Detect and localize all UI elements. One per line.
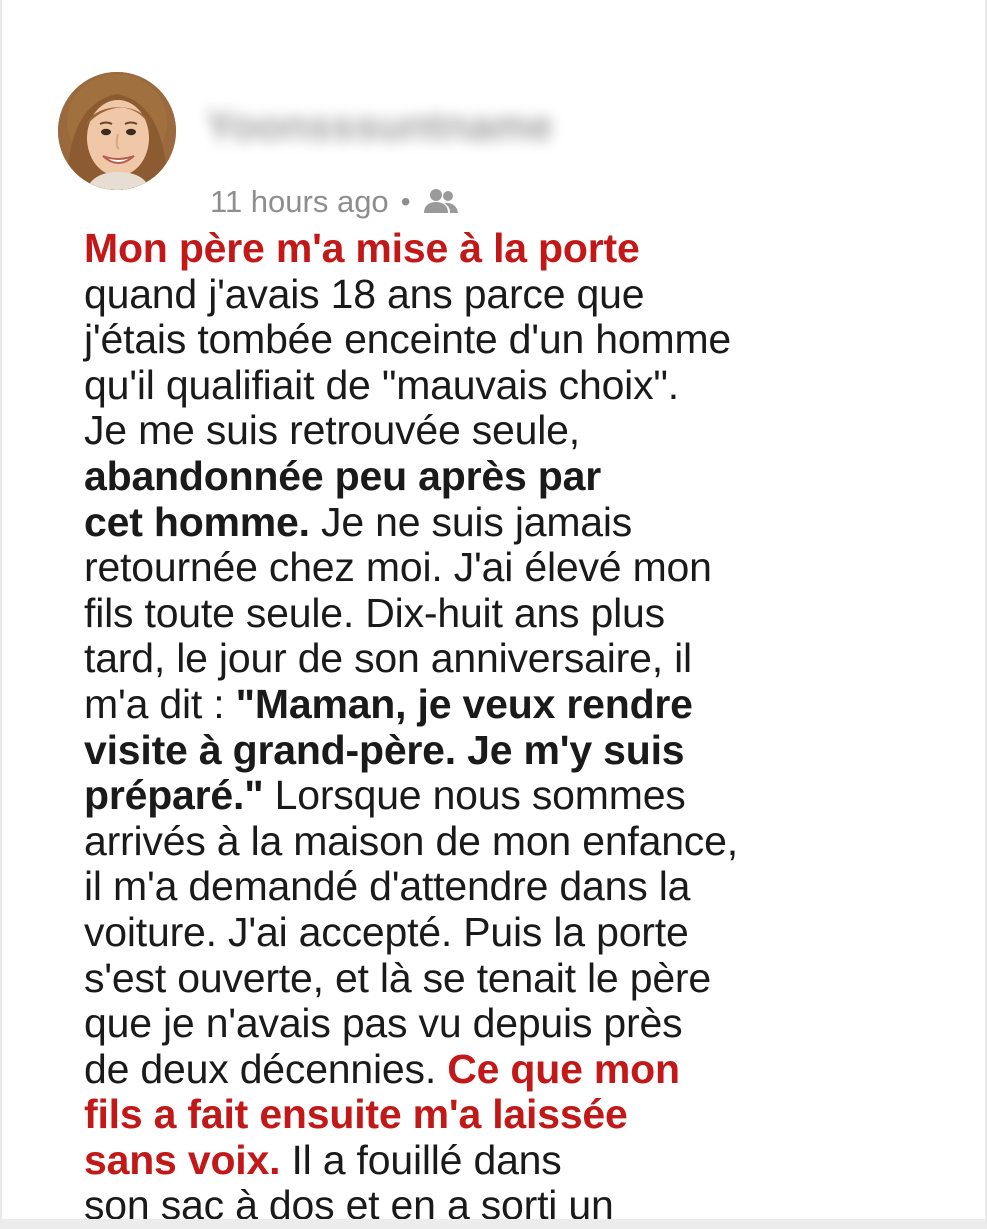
separator-dot: • — [400, 186, 411, 217]
post-text: que je n'avais pas vu depuis près — [84, 1000, 683, 1047]
post-line — [84, 545, 964, 591]
post-line — [84, 864, 964, 910]
post-line — [84, 317, 964, 363]
post-text: tard, le jour de son anniversaire, il — [84, 635, 692, 682]
post-line — [84, 363, 964, 409]
highlight-text: sans voix. — [84, 1136, 281, 1183]
post-line — [84, 1092, 964, 1138]
avatar-photo — [58, 72, 176, 190]
people-icon[interactable] — [421, 186, 461, 218]
bold-text: abandonnée peu après par — [84, 452, 601, 499]
comment-meta — [210, 180, 461, 224]
post-text: voiture. J'ai accepté. Puis la porte — [84, 908, 689, 955]
bold-text: préparé." — [84, 772, 264, 819]
post-text: Lorsque nous sommes — [263, 772, 686, 819]
post-text: Je me suis retrouvée seule, — [84, 407, 580, 454]
post-line — [84, 956, 964, 1002]
post-text: arrivés à la maison de mon enfance, — [84, 817, 738, 864]
post-text: quand j'avais 18 ans parce que — [84, 270, 645, 317]
bold-text: "Maman, je veux rendre — [235, 680, 693, 727]
post-line — [84, 1183, 964, 1229]
post-line — [84, 682, 964, 728]
post-line — [84, 636, 964, 682]
timestamp[interactable]: 11 hours ago — [210, 184, 389, 219]
post-line — [84, 728, 964, 774]
username[interactable]: Yoonsssuntname — [206, 102, 553, 149]
post-text: Il a fouillé dans — [280, 1136, 562, 1183]
post-text: j'étais tombée enceinte d'un homme — [84, 316, 732, 363]
post-line — [84, 910, 964, 956]
post-body — [84, 226, 964, 1229]
post-line — [84, 1047, 964, 1093]
highlight-text: Ce que mon — [447, 1045, 680, 1092]
post-line — [84, 1001, 964, 1047]
post-line — [84, 454, 964, 500]
post-text: m'a dit : — [84, 680, 236, 727]
avatar[interactable] — [58, 72, 176, 190]
bold-text: cet homme. — [84, 498, 310, 545]
bold-text: visite à grand-père. Je m'y suis — [84, 726, 685, 773]
post-line — [84, 1138, 964, 1184]
post-line — [84, 500, 964, 546]
highlight-text: Mon père m'a mise à la porte — [84, 225, 640, 271]
highlight-text: fils a fait ensuite m'a laissée — [84, 1091, 628, 1138]
post-line — [84, 819, 964, 865]
post-line — [84, 226, 964, 272]
post-text: il m'a demandé d'attendre dans la — [84, 863, 691, 910]
post-line — [84, 773, 964, 819]
post-line — [84, 408, 964, 454]
post-text: retournée chez moi. J'ai élevé mon — [84, 544, 712, 591]
post-text: qu'il qualifiait de "mauvais choix". — [84, 361, 679, 408]
post-text: s'est ouverte, et là se tenait le père — [84, 954, 711, 1001]
post-text: fils toute seule. Dix-huit ans plus — [84, 589, 665, 636]
post-text: son sac à dos et en a sorti un — [84, 1182, 614, 1229]
post-text: de deux décennies. — [84, 1045, 448, 1092]
post-line — [84, 272, 964, 318]
post-line — [84, 591, 964, 637]
post-text: Je ne suis jamais — [309, 498, 633, 545]
